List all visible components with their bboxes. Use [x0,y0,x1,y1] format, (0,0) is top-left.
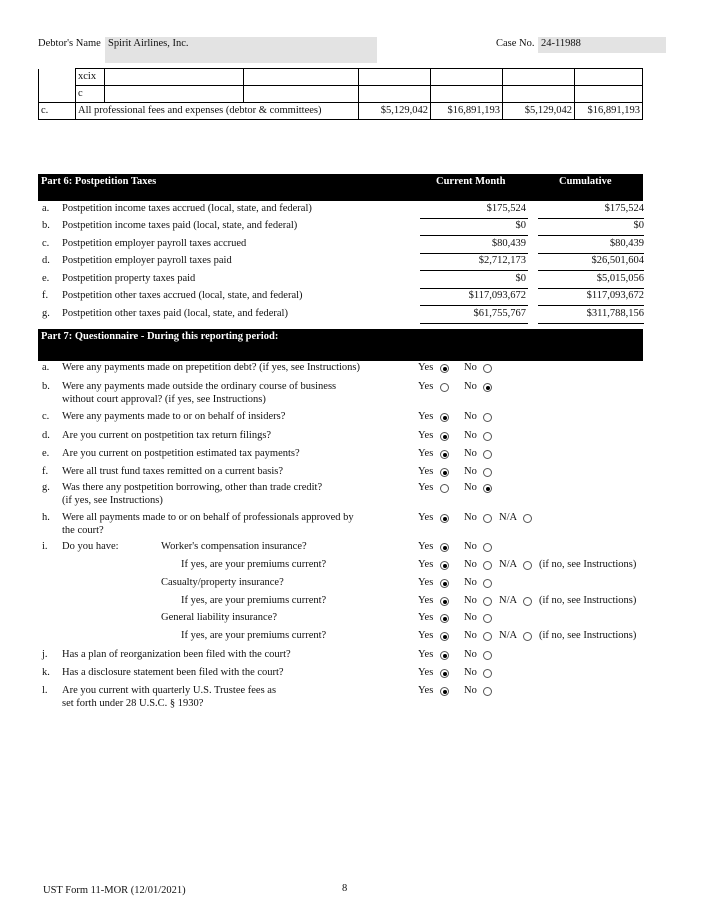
no-label: No [464,649,477,660]
tax-cumulative-value: $80,439 [609,238,644,249]
na-label: N/A [499,512,518,523]
table-cell [431,86,503,103]
table-cell [244,69,359,86]
no-radio[interactable] [483,597,492,606]
question-text: Are you current with quarterly U.S. Trustee fees as [62,685,277,696]
no-radio[interactable] [483,579,492,588]
yes-label: Yes [418,630,434,641]
question-text: Were any payments made to or on behalf of insiders? [62,411,286,422]
na-label: N/A [499,559,518,570]
question-letter: h. [42,512,50,523]
case-number-label: Case No. [496,38,535,49]
tax-current-value: $0 [515,220,526,231]
fee-total-value: $16,891,193 [431,103,503,120]
divider [420,270,528,271]
current-month-header: Current Month [436,176,506,187]
question-text: Are you current on postpetition tax return filings? [62,430,272,441]
yes-radio[interactable] [440,651,449,660]
table-cell [105,86,244,103]
no-label: No [464,512,477,523]
no-radio[interactable] [483,632,492,641]
question-text: Were all payments made to or on behalf of professionals approved by [62,512,354,523]
no-label: No [464,577,477,588]
insurance-question: If yes, are your premiums current? [181,630,327,641]
question-text: without court approval? (if yes, see Instructions) [62,394,266,405]
no-radio[interactable] [483,468,492,477]
divider [420,305,528,306]
no-radio[interactable] [483,651,492,660]
no-label: No [464,430,477,441]
yes-label: Yes [418,595,434,606]
no-label: No [464,612,477,623]
no-radio[interactable] [483,484,492,493]
no-label: No [464,630,477,641]
na-radio[interactable] [523,561,532,570]
table-cell [39,86,76,103]
part6-header-bar [38,174,643,201]
no-label: No [464,595,477,606]
question-text: Was there any postpetition borrowing, other than trade credit? [62,482,323,493]
no-label: No [464,482,477,493]
yes-radio[interactable] [440,543,449,552]
tax-current-value: $175,524 [486,203,526,214]
no-radio[interactable] [483,432,492,441]
question-letter: i. [42,541,48,552]
table-cell [503,86,575,103]
question-letter: e. [42,448,50,459]
yes-radio[interactable] [440,484,449,493]
divider [538,270,644,271]
yes-label: Yes [418,411,434,422]
insurance-question: General liability insurance? [161,612,278,623]
no-label: No [464,541,477,552]
question-text: Were any payments made outside the ordinary course of business [62,381,337,392]
yes-radio[interactable] [440,514,449,523]
row-letter: f. [42,290,49,301]
table-cell [359,86,431,103]
no-radio[interactable] [483,687,492,696]
question-letter: k. [42,667,50,678]
no-label: No [464,466,477,477]
yes-radio[interactable] [440,432,449,441]
insurance-question: Worker's compensation insurance? [161,541,307,552]
no-radio[interactable] [483,514,492,523]
table-cell [503,69,575,86]
yes-label: Yes [418,430,434,441]
no-label: No [464,381,477,392]
no-radio[interactable] [483,561,492,570]
divider [420,235,528,236]
yes-radio[interactable] [440,579,449,588]
row-letter: c. [42,238,50,249]
question-text: Has a disclosure statement been filed with the court? [62,667,284,678]
tax-current-value: $2,712,173 [478,255,526,266]
part6-title: Part 6: Postpetition Taxes [41,176,157,187]
yes-radio[interactable] [440,614,449,623]
no-label: No [464,362,477,373]
no-radio[interactable] [483,413,492,422]
tax-current-value: $61,755,767 [473,308,526,319]
divider [420,253,528,254]
no-label: No [464,411,477,422]
question-letter: a. [42,362,50,373]
question-letter: f. [42,466,49,477]
tax-cumulative-value: $311,788,156 [586,308,644,319]
table-cell [359,69,431,86]
fee-total-value: $16,891,193 [575,103,643,120]
question-text: (if yes, see Instructions) [62,495,163,506]
yes-radio[interactable] [440,597,449,606]
yes-radio[interactable] [440,468,449,477]
row-letter: e. [42,273,50,284]
yes-label: Yes [418,448,434,459]
table-cell [575,86,643,103]
tax-row-label: Postpetition income taxes paid (local, state, and federal) [62,220,298,231]
table-cell [105,69,244,86]
question-text: set forth under 28 U.S.C. § 1930? [62,698,204,709]
form-identifier: UST Form 11-MOR (12/01/2021) [43,885,186,896]
yes-radio[interactable] [440,687,449,696]
question-letter: j. [42,649,48,660]
yes-radio[interactable] [440,413,449,422]
tax-row-label: Postpetition employer payroll taxes accrued [62,238,247,249]
question-text: Were all trust fund taxes remitted on a current basis? [62,466,284,477]
tax-row-label: Postpetition income taxes accrued (local, state, and federal) [62,203,312,214]
cumulative-header: Cumulative [559,176,612,187]
yes-radio[interactable] [440,632,449,641]
yes-label: Yes [418,559,434,570]
debtor-name-value: Spirit Airlines, Inc. [108,38,189,49]
yes-label: Yes [418,512,434,523]
no-radio[interactable] [483,669,492,678]
table-cell [244,86,359,103]
tax-cumulative-value: $0 [633,220,644,231]
question-text: Are you current on postpetition estimated tax payments? [62,448,300,459]
question-text: Do you have: [62,541,119,552]
question-text: Has a plan of reorganization been filed with the court? [62,649,291,660]
no-radio[interactable] [483,364,492,373]
divider [538,288,644,289]
if-no-instructions: (if no, see Instructions) [539,630,637,641]
table-cell [575,69,643,86]
tax-cumulative-value: $117,093,672 [586,290,644,301]
row-letter: d. [42,255,50,266]
if-no-instructions: (if no, see Instructions) [539,595,637,606]
no-label: No [464,667,477,678]
roman-numeral-cell: xcix [76,69,105,86]
tax-cumulative-value: $26,501,604 [591,255,644,266]
question-letter: g. [42,482,50,493]
fee-total-label: All professional fees and expenses (debtor & committees) [76,103,359,120]
no-label: No [464,448,477,459]
tax-current-value: $117,093,672 [468,290,526,301]
yes-label: Yes [418,482,434,493]
divider [420,323,528,324]
yes-label: Yes [418,649,434,660]
tax-row-label: Postpetition employer payroll taxes paid [62,255,232,266]
tax-current-value: $80,439 [491,238,526,249]
part7-header-bar [38,329,643,361]
fee-total-value: $5,129,042 [503,103,575,120]
yes-label: Yes [418,667,434,678]
part7-title: Part 7: Questionnaire - During this reporting period: [41,331,279,342]
row-letter: a. [42,203,50,214]
yes-label: Yes [418,541,434,552]
na-radio[interactable] [523,597,532,606]
table-cell [431,69,503,86]
yes-label: Yes [418,612,434,623]
divider [538,253,644,254]
divider [420,288,528,289]
question-letter: c. [42,411,50,422]
tax-current-value: $0 [515,273,526,284]
yes-radio[interactable] [440,669,449,678]
fee-total-value: $5,129,042 [359,103,431,120]
yes-radio[interactable] [440,364,449,373]
divider [538,218,644,219]
no-radio[interactable] [483,614,492,623]
yes-label: Yes [418,362,434,373]
divider [538,305,644,306]
no-label: No [464,685,477,696]
yes-label: Yes [418,466,434,477]
na-label: N/A [499,595,518,606]
question-letter: b. [42,381,50,392]
row-letter: c. [39,103,76,120]
divider [538,323,644,324]
table-cell [39,69,76,86]
professional-fees-table [38,68,643,120]
debtor-name-label: Debtor's Name [38,38,101,49]
yes-radio[interactable] [440,561,449,570]
divider [538,235,644,236]
tax-cumulative-value: $175,524 [604,203,644,214]
yes-label: Yes [418,577,434,588]
divider [420,218,528,219]
if-no-instructions: (if no, see Instructions) [539,559,637,570]
no-radio[interactable] [483,543,492,552]
yes-radio[interactable] [440,383,449,392]
yes-radio[interactable] [440,450,449,459]
row-letter: g. [42,308,50,319]
na-radio[interactable] [523,514,532,523]
no-radio[interactable] [483,450,492,459]
fee-total-row [39,103,643,120]
yes-label: Yes [418,381,434,392]
tax-row-label: Postpetition other taxes accrued (local, state, and federal) [62,290,303,301]
tax-row-label: Postpetition other taxes paid (local, state, and federal) [62,308,288,319]
na-radio[interactable] [523,632,532,641]
table-row [39,69,643,86]
table-row [39,86,643,103]
no-radio[interactable] [483,383,492,392]
roman-numeral-cell: c [76,86,105,103]
page-number: 8 [342,883,348,894]
tax-row-label: Postpetition property taxes paid [62,273,196,284]
yes-label: Yes [418,685,434,696]
question-letter: d. [42,430,50,441]
insurance-question: If yes, are your premiums current? [181,559,327,570]
case-number-value: 24-11988 [541,38,581,49]
question-letter: l. [42,685,48,696]
question-text: Were any payments made on prepetition debt? (if yes, see Instructions) [62,362,361,373]
no-label: No [464,559,477,570]
row-letter: b. [42,220,50,231]
insurance-question: Casualty/property insurance? [161,577,284,588]
insurance-question: If yes, are your premiums current? [181,595,327,606]
na-label: N/A [499,630,518,641]
tax-cumulative-value: $5,015,056 [596,273,644,284]
question-text: the court? [62,525,104,536]
